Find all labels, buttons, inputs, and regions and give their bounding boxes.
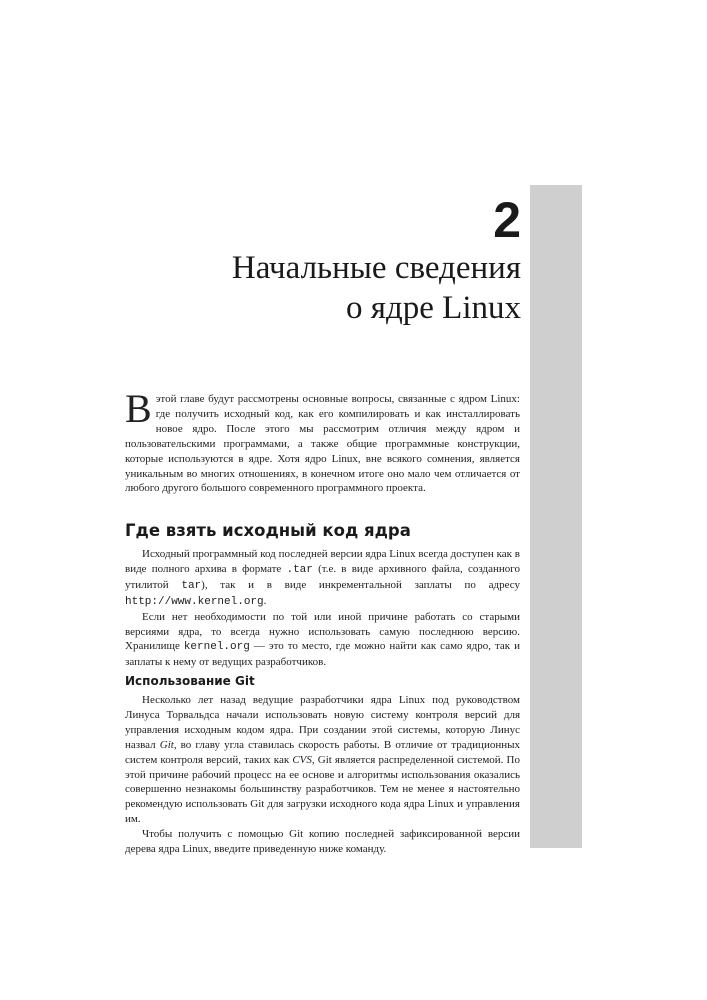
paragraph: Исходный программный код последней версии ядра Linux всегда доступен как в виде полного архива в формате .tar (т.е. в виде архивного файла, созданного утилитой tar), так и в виде инкрементальной заплаты по адресу http://www.kernel.org.	[125, 548, 521, 608]
paragraph: Если нет необходимости по той или иной причине работать со старыми версиями ядра, то всегда нужно использовать самую последнюю версию. Хранилище kernel.org — это то место, где можно найти как само ядро, так и заплаты к нему от ведущих разработчиков.	[125, 610, 520, 669]
chapter-number: 2	[493, 192, 521, 248]
paragraph: Чтобы получить с помощью Git копию последней зафиксированной версии дерева ядра Linux, введите приведенную ниже команду.	[125, 828, 520, 856]
chapter-tab-bar	[530, 185, 582, 848]
section-git-body	[125, 693, 520, 857]
paragraph: Несколько лет назад ведущие разработчики ядра Linux под руководством Линуса Торвальдса начали использовать новую систему контроля версий для управления исходным кодом ядра. При создании этой системы, которую Линус назвал Git, во главу угла ставилась скорость работы. В отличие от традиционных систем контроля версий, таких как CVS, Git является распределенной системой. По этой причине рабочий процесс на ее основе и алгоритмы использования оказались совершенно незнакомы большинству разработчиков. Тем не менее я настоятельно рекомендую использовать Git для загрузки исходного кода ядра Linux и управления им.	[125, 694, 520, 826]
section-heading-git: Использование Git	[125, 674, 255, 688]
emph-git: Git	[159, 738, 174, 751]
section-source-body	[125, 547, 520, 670]
code-tar-ext: .tar	[286, 563, 313, 576]
code-tar: tar	[181, 579, 202, 592]
code-url: http://www.kernel.org	[125, 595, 264, 608]
chapter-title	[232, 248, 521, 328]
intro-text: этой главе будут рассмотрены основные вопросы, связанные с ядром Linux: где получить исходный код, как его компилировать и как инсталлировать новое ядро. После этого мы рассмотрим отличия между ядром и пользовательскими программами, а также общие программные конструкции, которые используются в ядре. Хотя ядро Linux, вне всякого сомнения, является уникальным во многих отношениях, в конечном итоге оно мало чем отличается от любого другого большого современного программного проекта.	[125, 393, 520, 495]
chapter-title-line1: Начальные сведения	[231, 250, 521, 286]
chapter-title-line2: о ядре Linux	[346, 290, 521, 326]
code-kernel-org: kernel.org	[183, 641, 250, 654]
section-heading-source: Где взять исходный код ядра	[125, 521, 411, 540]
dropcap: В	[125, 386, 152, 431]
intro-paragraph	[125, 386, 520, 496]
emph-cvs: CVS	[292, 753, 312, 766]
